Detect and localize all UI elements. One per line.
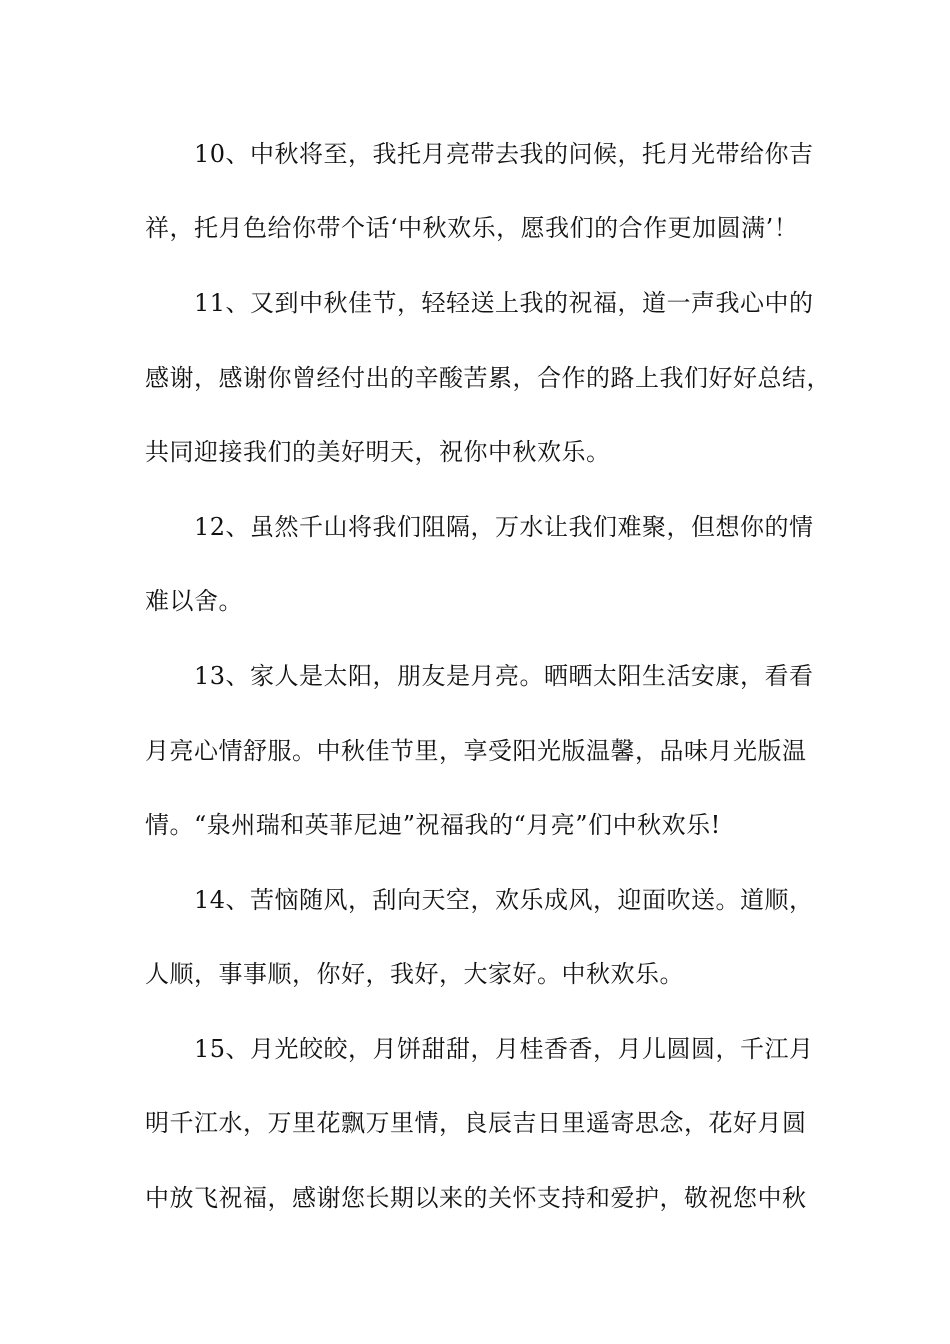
paragraph-11-line-2: 感谢，感谢你曾经付出的辛酸苦累，合作的路上我们好好总结， (145, 364, 831, 392)
paragraph-15-line-3: 中放飞祝福，感谢您长期以来的关怀支持和爱护，敬祝您中秋 (145, 1184, 807, 1212)
paragraph-15-line-1: 15、月光皎皎，月饼甜甜，月桂香香，月儿圆圆，千江月 (194, 1035, 814, 1063)
paragraph-14-line-1: 14、苦恼随风，刮向天空，欢乐成风，迎面吹送。道顺， (194, 886, 814, 914)
paragraph-12-line-2: 难以舍。 (145, 587, 243, 615)
paragraph-11-line-3: 共同迎接我们的美好明天，祝你中秋欢乐。 (145, 438, 611, 466)
paragraph-13-line-2: 月亮心情舒服。中秋佳节里，享受阳光版温馨，品味月光版温 (145, 737, 807, 765)
paragraph-11-line-1: 11、又到中秋佳节，轻轻送上我的祝福，道一声我心中的 (194, 289, 814, 317)
paragraph-14-line-2: 人顺，事事顺，你好，我好，大家好。中秋欢乐。 (145, 960, 684, 988)
paragraph-15-line-2: 明千江水，万里花飘万里情，良辰吉日里遥寄思念，花好月圆 (145, 1109, 807, 1137)
paragraph-13-line-3: 情。“泉州瑞和英菲尼迪”祝福我的“月亮”们中秋欢乐! (145, 811, 721, 839)
paragraph-10-line-2: 祥，托月色给你带个话‘中秋欢乐，愿我们的合作更加圆满’！ (145, 214, 799, 242)
paragraph-10-line-1: 10、中秋将至，我托月亮带去我的问候，托月光带给你吉 (194, 140, 814, 168)
paragraph-13-line-1: 13、家人是太阳，朋友是月亮。晒晒太阳生活安康，看看 (194, 662, 814, 690)
paragraph-12-line-1: 12、虽然千山将我们阻隔，万水让我们难聚，但想你的情 (194, 513, 814, 541)
